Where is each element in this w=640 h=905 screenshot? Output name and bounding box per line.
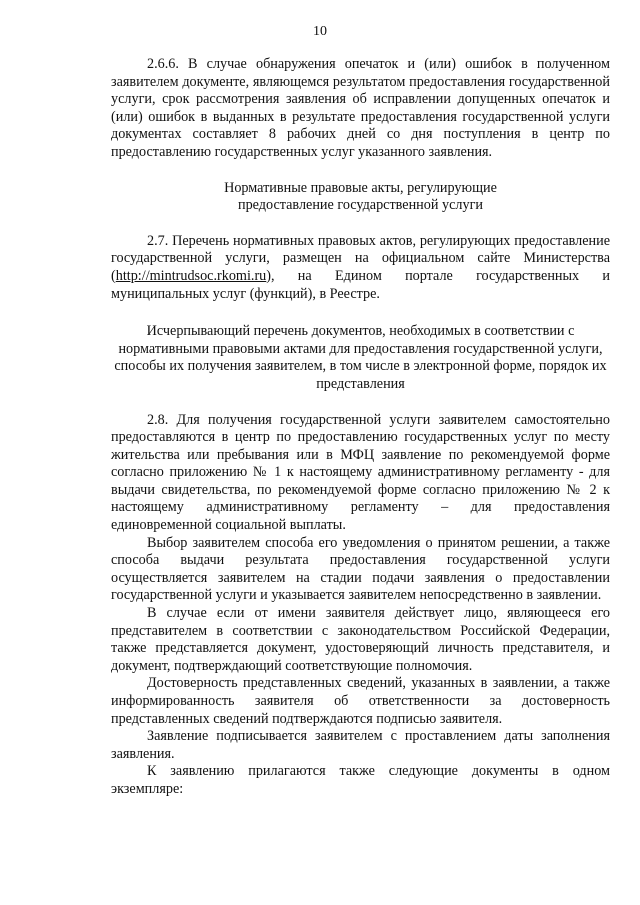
heading-documents-list: Исчерпывающий перечень документов, необходимых в соответствии с нормативными правовыми актами для предоставления государственной услуги, способы их получения заявителем, в том числе в электронной форме, порядок их представления bbox=[114, 323, 607, 392]
paragraph-2-6-6: 2.6.6. В случае обнаружения опечаток и (или) ошибок в полученном заявителем документе, являющемся результатом предоставления государственной услуги, срок рассмотрения заявления об исправлении допущенных опечаток и (или) ошибок в выданных в результате предоставления государственной услуги документах составляет 8 рабочих дней со дня поступления в центр по предоставлению государственных услуг указанного заявления. bbox=[111, 56, 610, 160]
paragraph-2-8: 2.8. Для получения государственной услуги заявителем самостоятельно предоставляются в центр по предоставлению государственных услуг по месту жительства или пребывания или в МФЦ заявление по рекомендуемой форме согласно приложению № 1 к настоящему административному регламенту - для выдачи свидетельства, по рекомендуемой форме согласно приложению № 2 к настоящему административному регламенту – для предоставления единовременной социальной выплаты. bbox=[111, 411, 610, 534]
paragraph-notification-choice: Выбор заявителем способа его уведомления о принятом решении, а также способа выдачи результата предоставления государственной услуги осуществляется заявителем на стадии подачи заявления о предоставлении государственной услуги и указывается заявителем непосредственно в заявлении. bbox=[111, 534, 610, 604]
paragraph-2-7-text-start: 2.7. Перечень нормативных правовых актов, регулирующих предоставление государственной услуги, размещен на официальном сайте Министерства ( bbox=[111, 232, 610, 284]
paragraph-reliability: Достоверность представленных сведений, указанных в заявлении, а также информированность заявителя об ответственности за достоверность представленных сведений подтверждаются подписью заявителя. bbox=[111, 675, 610, 727]
ministry-site-link[interactable]: http://mintrudsoc.rkomi.ru bbox=[115, 267, 267, 284]
paragraph-representative: В случае если от имени заявителя действует лицо, являющееся его представителем в соответствии с законодательством Российской Федерации, также представляется документ, удостоверяющий личность представителя, и документ, подтверждающий соответствующие полномочия. bbox=[111, 605, 610, 674]
heading-legal-acts-line-1: Нормативные правовые акты, регулирующие bbox=[224, 179, 497, 196]
page-number: 10 bbox=[313, 24, 327, 39]
document-body bbox=[111, 56, 610, 799]
heading-legal-acts bbox=[111, 180, 610, 215]
heading-legal-acts-line-2: предоставление государственной услуги bbox=[238, 197, 483, 214]
paragraph-2-7 bbox=[111, 233, 610, 303]
paragraph-attached-documents: К заявлению прилагаются также следующие документы в одном экземпляре: bbox=[111, 763, 610, 797]
paragraph-signature: Заявление подписывается заявителем с проставлением даты заполнения заявления. bbox=[111, 728, 610, 762]
paragraph-2-7-text-end: ), на Едином портале государственных и муниципальных услуг (функций), в Реестре. bbox=[111, 267, 610, 302]
